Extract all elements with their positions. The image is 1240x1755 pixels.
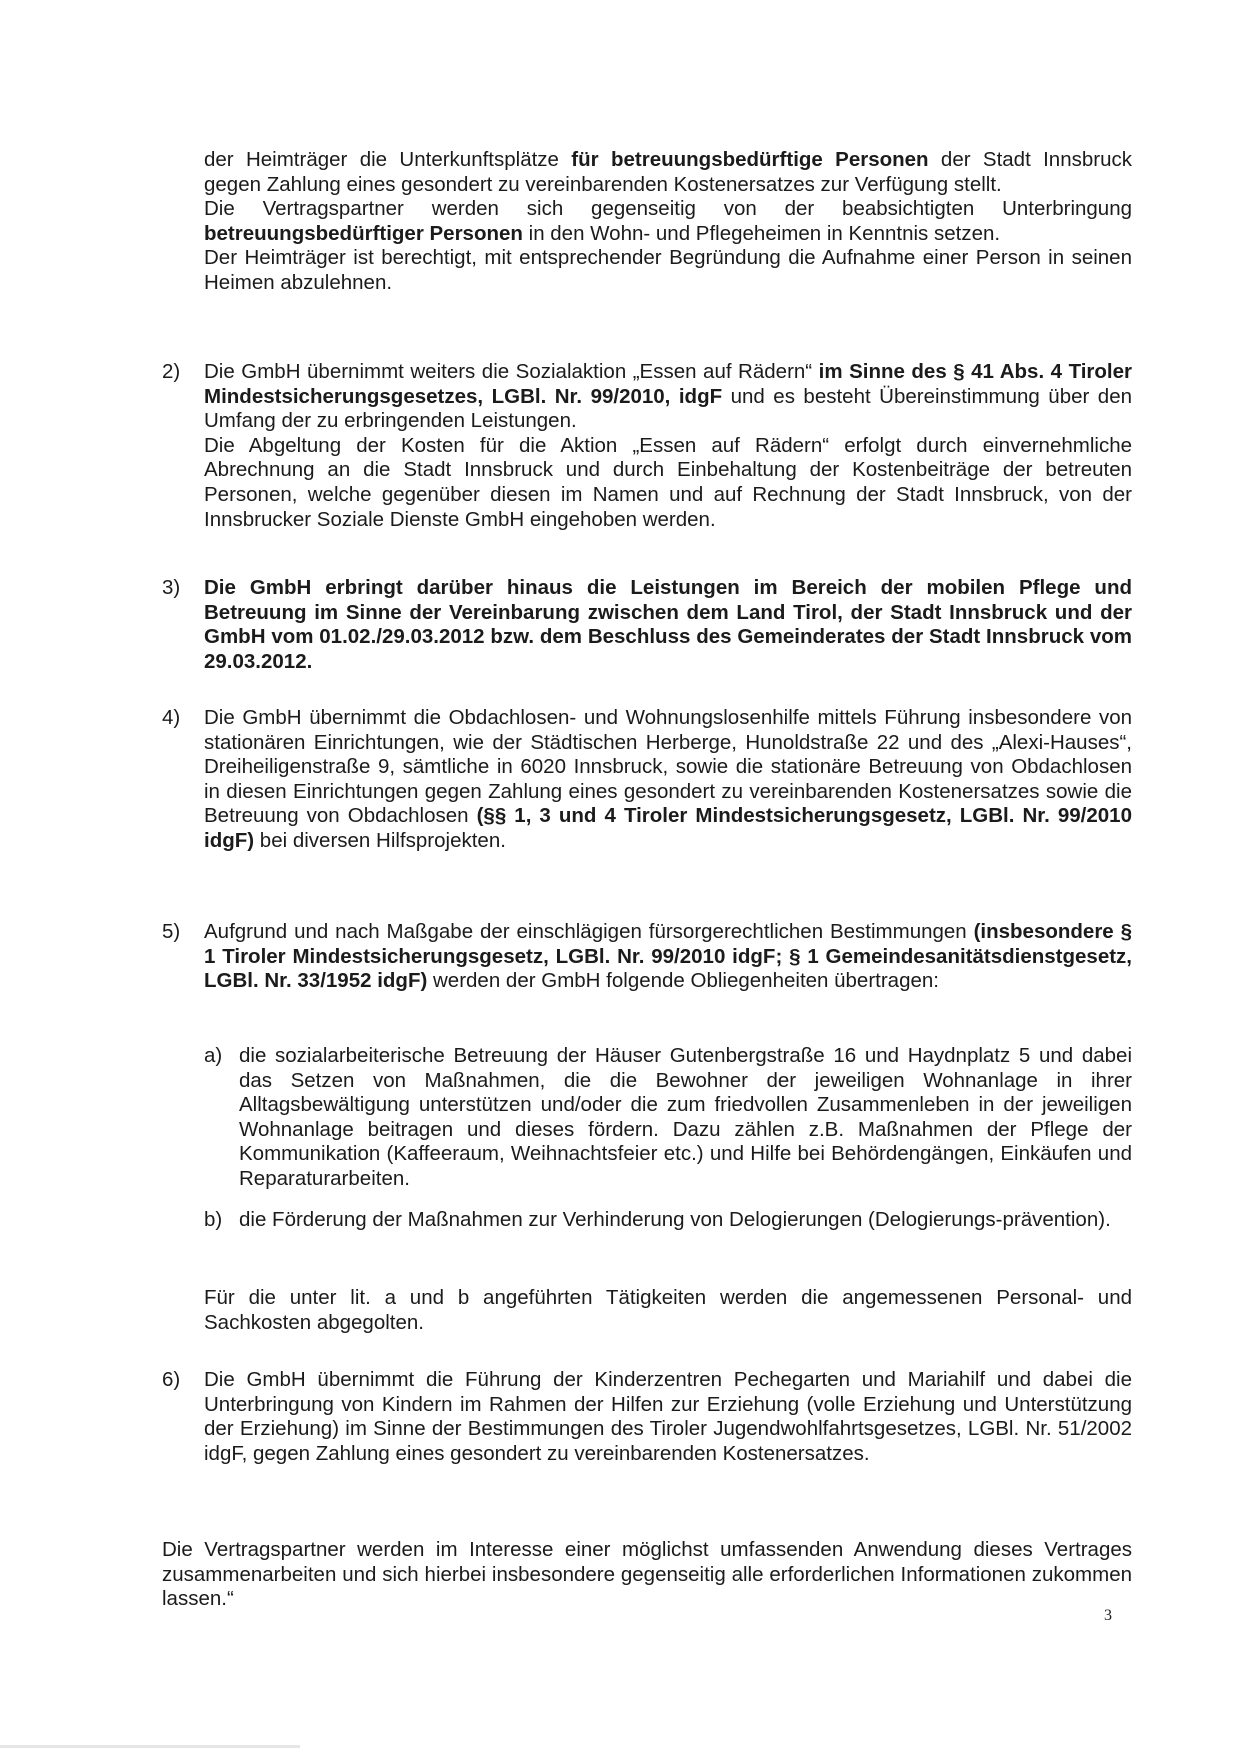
intro-paragraph bbox=[204, 148, 1132, 296]
intro-text-2: Die Vertragspartner werden sich gegenseitig von der beabsichtigten Unterbringung betreuungsbedürftiger Personen in den Wohn- und Pflegeheimen in Kenntnis setzen. bbox=[204, 197, 1132, 245]
scan-artifact-line bbox=[0, 1745, 300, 1748]
item-body: Die GmbH übernimmt weiters die Sozialaktion „Essen auf Rädern“ im Sinne des § 41 Abs. 4 Tiroler Mindestsicherungsgesetzes, LGBl. Nr. 99/2010, idgF und es besteht Übereinstimmung über den Umfang der zu erbringenden Leistungen. Die Abgeltung der Kosten für die Aktion „Essen auf Rädern“ erfolgt durch einvernehmliche Abrechnung an die Stadt Innsbruck und durch Einbehaltung der Kostenbeiträge der betreuten Personen, welche gegenüber diesen im Namen und auf Rechnung der Stadt Innsbruck, von der Innsbrucker Soziale Dienste GmbH eingehoben werden. bbox=[204, 360, 1133, 531]
item-number: 2) bbox=[162, 360, 181, 383]
sub-item-text: die Förderung der Maßnahmen zur Verhinderung von Delogierungen (Delogierungs-prävention). bbox=[239, 1208, 1111, 1231]
item-number: 5) bbox=[162, 920, 181, 943]
intro-text-3: Der Heimträger ist berechtigt, mit entsprechender Begründung die Aufnahme einer Person in seinen Heimen abzulehnen. bbox=[204, 246, 1132, 294]
item-number: 4) bbox=[162, 706, 181, 729]
item-body: Die GmbH übernimmt die Führung der Kinderzentren Pechegarten und Mariahilf und dabei die Unterbringung von Kindern im Rahmen der Hilfen zur Erziehung (volle Erziehung und Unterstützung der Erziehung) im Sinne der Bestimmungen des Tiroler Jugendwohlfahrtsgesetzes, LGBl. Nr. 51/2002 idgF, gegen Zahlung eines gesondert zu vereinbarenden Kostenersatzes. bbox=[204, 1368, 1132, 1465]
item-body: Die GmbH übernimmt die Obdachlosen- und Wohnungslosenhilfe mittels Führung insbesondere von stationären Einrichtungen, wie der Städtischen Herberge, Hunoldstraße 22 und des „Alexi-Hauses“, Dreiheiligenstraße 9, sämtliche in 6020 Innsbruck, sowie die stationäre Betreuung von Obdachlosen in diesen Einrichtungen gegen Zahlung eines gesondert zu vereinbarenden Kostenersatzes sowie die Betreuung von Obdachlosen (§§ 1, 3 und 4 Tiroler Mindestsicherungsgesetz, LGBl. Nr. 99/2010 idgF) bei diversen Hilfsprojekten. bbox=[204, 706, 1132, 852]
intro-text-1: der Heimträger die Unterkunftsplätze für betreuungsbedürftige Personen der Stadt Innsbruck gegen Zahlung eines gesondert zu vereinbarenden Kostenersatzes zur Verfügung stellt. bbox=[204, 148, 1132, 196]
item-number: 3) bbox=[162, 576, 181, 599]
item-5-tail: Für die unter lit. a und b angeführten Tätigkeiten werden die angemessenen Personal- und Sachkosten abgegolten. bbox=[204, 1286, 1132, 1334]
item-body: Aufgrund und nach Maßgabe der einschlägigen fürsorgerechtlichen Bestimmungen (insbesondere § 1 Tiroler Mindestsicherungsgesetz, LGBl. Nr. 99/2010 idgF; § 1 Gemeindesanitätsdienstgesetz, LGBl. Nr. 33/1952 idgF) werden der GmbH folgende Obliegenheiten übertragen: bbox=[204, 920, 1132, 993]
page-number: 3 bbox=[1104, 1607, 1112, 1624]
closing-paragraph: Die Vertragspartner werden im Interesse einer möglichst umfassenden Anwendung dieses Vertrages zusammenarbeiten und sich hierbei insbesondere gegenseitig alle erforderlichen Informationen zukommen lassen.“ bbox=[162, 1538, 1132, 1611]
item-number: 6) bbox=[162, 1368, 181, 1391]
item-body: Die GmbH erbringt darüber hinaus die Leistungen im Bereich der mobilen Pflege und Betreuung im Sinne der Vereinbarung zwischen dem Land Tirol, der Stadt Innsbruck und der GmbH vom 01.02./29.03.2012 bzw. dem Beschluss des Gemeinderates der Stadt Innsbruck vom 29.03.2012. bbox=[204, 576, 1132, 673]
sub-item-label: a) bbox=[204, 1044, 223, 1067]
sub-item-label: b) bbox=[204, 1208, 223, 1231]
sub-item-text: die sozialarbeiterische Betreuung der Häuser Gutenbergstraße 16 und Haydnplatz 5 und dabei das Setzen von Maßnahmen, die die Bewohner der jeweiligen Wohnanlage in ihrer Alltagsbewältigung unterstützen und/oder die zum friedvollen Zusammenleben in der jeweiligen Wohnanlage beitragen und dieses fördern. Dazu zählen z.B. Maßnahmen der Pflege der Kommunikation (Kaffeeraum, Weihnachtsfeier etc.) und Hilfe bei Behördengängen, Einkäufen und Reparaturarbeiten. bbox=[239, 1044, 1132, 1190]
